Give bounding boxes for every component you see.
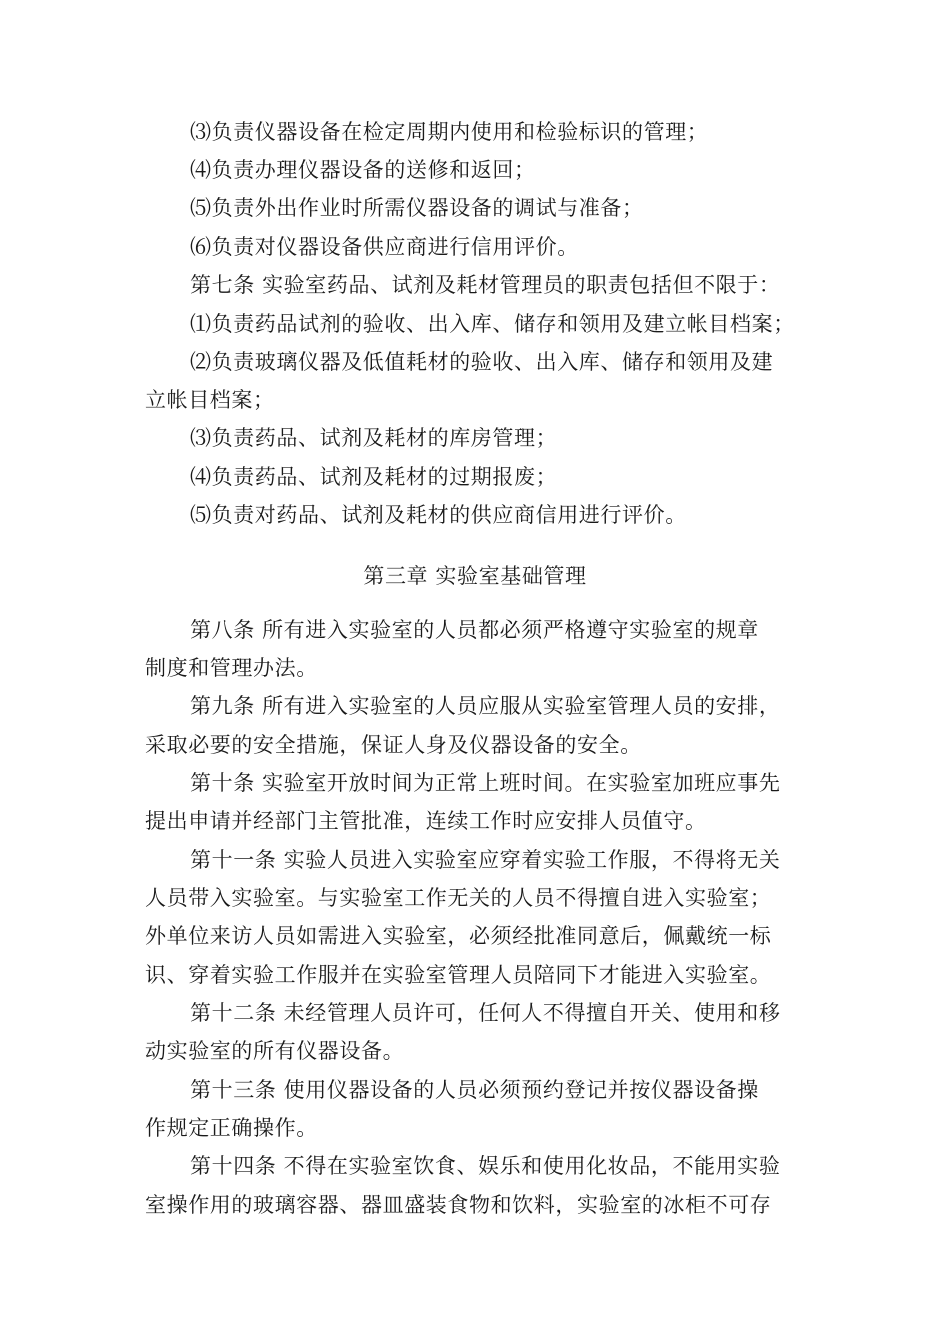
text-line: 识、穿着实验工作服并在实验室管理人员陪同下才能进入实验室。: [145, 963, 772, 987]
article-13: 第十三条 使用仪器设备的人员必须预约登记并按仪器设备操: [190, 1078, 759, 1102]
text-line: ⑹负责对仪器设备供应商进行信用评价。: [190, 235, 579, 259]
article-8: 第八条 所有进入实验室的人员都必须严格遵守实验室的规章: [190, 618, 759, 642]
text-line: ⑸负责对药品、试剂及耗材的供应商信用进行评价。: [190, 503, 687, 527]
text-line: 制度和管理办法。: [145, 656, 318, 680]
text-line: ⑶负责仪器设备在检定周期内使用和检验标识的管理；: [190, 120, 709, 144]
text-line: 立帐目档案；: [145, 388, 275, 412]
text-line: ⑵负责玻璃仪器及低值耗材的验收、出入库、储存和领用及建: [190, 350, 774, 374]
chapter-heading: 第三章 实验室基础管理: [363, 564, 587, 588]
text-line: ⑷负责药品、试剂及耗材的过期报废；: [190, 465, 558, 489]
article-10: 第十条 实验室开放时间为正常上班时间。在实验室加班应事先: [190, 771, 781, 795]
text-line: 提出申请并经部门主管批准，连续工作时应安排人员值守。: [145, 809, 707, 833]
article-9: 第九条 所有进入实验室的人员应服从实验室管理人员的安排，: [190, 694, 781, 718]
article-11: 第十一条 实验人员进入实验室应穿着实验工作服，不得将无关: [190, 848, 781, 872]
text-line: ⑷负责办理仪器设备的送修和返回；: [190, 158, 536, 182]
text-line: 采取必要的安全措施，保证人身及仪器设备的安全。: [145, 733, 642, 757]
text-line: 外单位来访人员如需进入实验室，必须经批准同意后，佩戴统一标: [145, 924, 772, 948]
text-line: 人员带入实验室。与实验室工作无关的人员不得擅自进入实验室；: [145, 886, 772, 910]
article-7: 第七条 实验室药品、试剂及耗材管理员的职责包括但不限于：: [190, 273, 781, 297]
text-line: 动实验室的所有仪器设备。: [145, 1039, 405, 1063]
article-14: 第十四条 不得在实验室饮食、娱乐和使用化妆品，不能用实验: [190, 1154, 781, 1178]
text-line: ⑸负责外出作业时所需仪器设备的调试与准备；: [190, 196, 644, 220]
text-line: ⑴负责药品试剂的验收、出入库、储存和领用及建立帐目档案；: [190, 312, 795, 336]
article-12: 第十二条 未经管理人员许可，任何人不得擅自开关、使用和移: [190, 1001, 781, 1025]
text-line: 作规定正确操作。: [145, 1116, 318, 1140]
text-line: 室操作用的玻璃容器、器皿盛装食物和饮料，实验室的冰柜不可存: [145, 1193, 772, 1217]
text-line: ⑶负责药品、试剂及耗材的库房管理；: [190, 426, 558, 450]
